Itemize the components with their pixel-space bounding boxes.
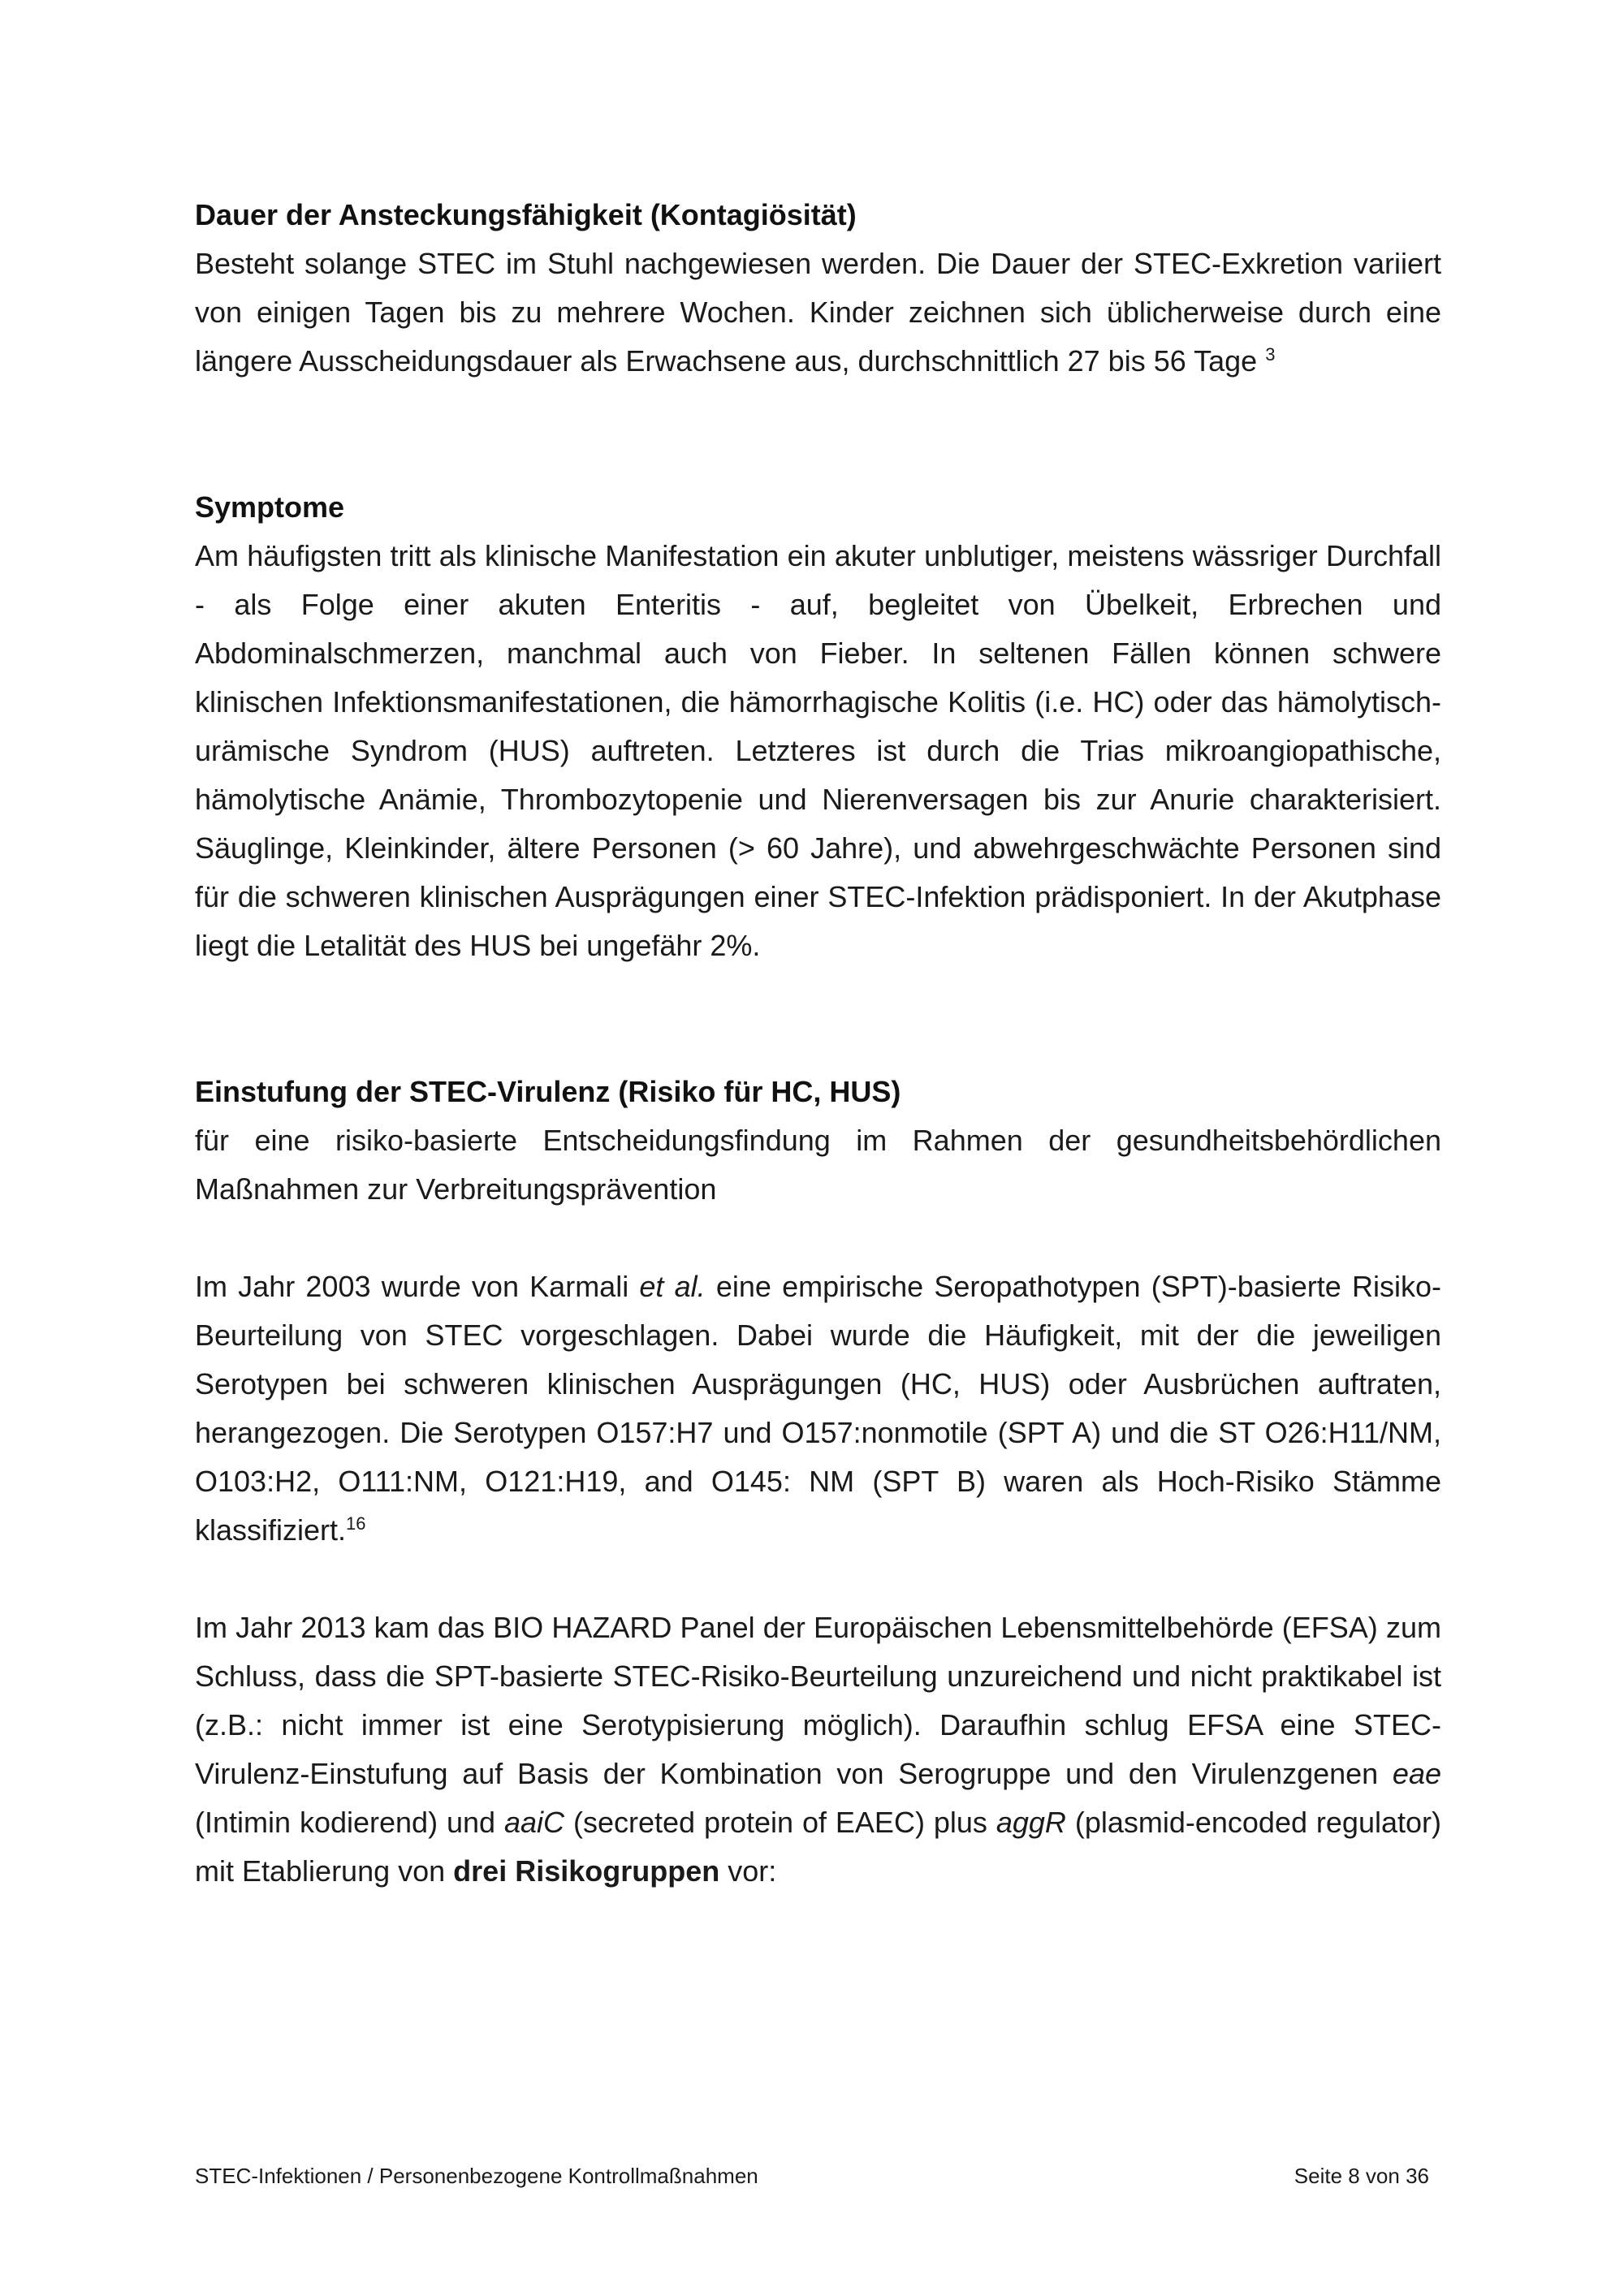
gene-aaic: aaiC: [503, 1806, 565, 1839]
paragraph-efsa-text-a: Im Jahr 2013 kam das BIO HAZARD Panel der Europäischen Lebensmittelbehörde (EFSA) zum Schluss, dass die SPT-basierte STEC-Risiko-Beurteilung unzureichend und nicht praktikabel ist (z.B.: nicht immer ist eine Serotypisierung möglich). Daraufhin schlug EFSA eine STEC-Virulenz-Einstufung auf Basis der Kombination von Serogruppe und den Virulenzgenen: [195, 1611, 1441, 1790]
paragraph-karmali-italic: et al.: [639, 1270, 706, 1303]
paragraph-efsa-text-b: (Intimin kodierend) und: [195, 1806, 504, 1839]
paragraph-efsa-text-d: (plasmid-encoded regulator) mit Etablierung von: [195, 1806, 1441, 1888]
paragraph-contagiousness-text: Besteht solange STEC im Stuhl nachgewiesen werden. Die Dauer der STEC-Exkretion variiert von einigen Tagen bis zu mehrere Wochen. Kinder zeichnen sich üblicherweise durch eine längere Ausscheidungsdauer als Erwachsene aus, durchschnittlich 27 bis 56 Tage: [195, 247, 1441, 378]
paragraph-karmali-text-a: Im Jahr 2003 wurde von Karmali: [195, 1270, 640, 1303]
paragraph-efsa: [195, 1603, 1441, 1896]
section-virulence: [195, 1068, 1441, 1896]
page-content: [195, 191, 1441, 1896]
subtitle-virulence: für eine risiko-basierte Entscheidungsfindung im Rahmen der gesundheitsbehördlichen Maßnahmen zur Verbreitungsprävention: [195, 1124, 1441, 1206]
footnote-ref-16: 16: [346, 1513, 366, 1534]
gene-eae: eae: [1392, 1757, 1441, 1790]
footer-page-number: Seite 8 von 36: [1294, 2164, 1429, 2188]
paragraph-karmali-text-b: eine empirische Seropathotypen (SPT)-basierte Risiko-Beurteilung von STEC vorgeschlagen. Dabei wurde die Häufigkeit, mit der die jeweiligen Serotypen bei schweren klinischen Ausprägungen (HC, HUS) oder Ausbrüchen auftraten, herangezogen. Die Serotypen O157:H7 und O157:nonmotile (SPT A) und die ST O26:H11/NM, O103:H2, O111:NM, O121:H19, and O145: NM (SPT B) waren als Hoch-Risiko Stämme klassifiziert.: [195, 1270, 1442, 1547]
section-contagiousness: [195, 191, 1441, 386]
section-symptoms: [195, 483, 1441, 970]
paragraph-symptoms: Am häufigsten tritt als klinische Manifestation ein akuter unblutiger, meistens wässriger Durchfall - als Folge einer akuten Enteritis - auf, begleitet von Übelkeit, Erbrechen und Abdominalschmerzen, manchmal auch von Fieber. In seltenen Fällen können schwere klinischen Infektionsmanifestationen, die hämorrhagische Kolitis (i.e. HC) oder das hämolytisch-urämische Syndrom (HUS) auftreten. Letzteres ist durch die Trias mikroangiopathische, hämolytische Anämie, Thrombozytopenie und Nierenversagen bis zur Anurie charakterisiert. Säuglinge, Kleinkinder, ältere Personen (> 60 Jahre), und abwehrgeschwächte Personen sind für die schweren klinischen Ausprägungen einer STEC-Infektion prädisponiert. In der Akutphase liegt die Letalität des HUS bei ungefähr 2%.: [195, 539, 1441, 962]
footnote-ref-3: 3: [1265, 344, 1276, 365]
paragraph-karmali: [195, 1262, 1441, 1555]
heading-contagiousness: Dauer der Ansteckungsfähigkeit (Kontagiösität): [195, 198, 857, 231]
gene-aggr: aggR: [996, 1806, 1066, 1839]
heading-virulence: Einstufung der STEC-Virulenz (Risiko für HC, HUS): [195, 1075, 901, 1108]
heading-symptoms: Symptome: [195, 490, 345, 524]
footer-document-title: STEC-Infektionen / Personenbezogene Kontrollmaßnahmen: [195, 2164, 758, 2188]
paragraph-efsa-text-e: vor:: [719, 1854, 777, 1888]
paragraph-efsa-text-c: (secreted protein of EAEC) plus: [564, 1806, 996, 1839]
risk-groups-emphasis: drei Risikogruppen: [453, 1854, 720, 1888]
paragraph-contagiousness: [195, 240, 1441, 386]
